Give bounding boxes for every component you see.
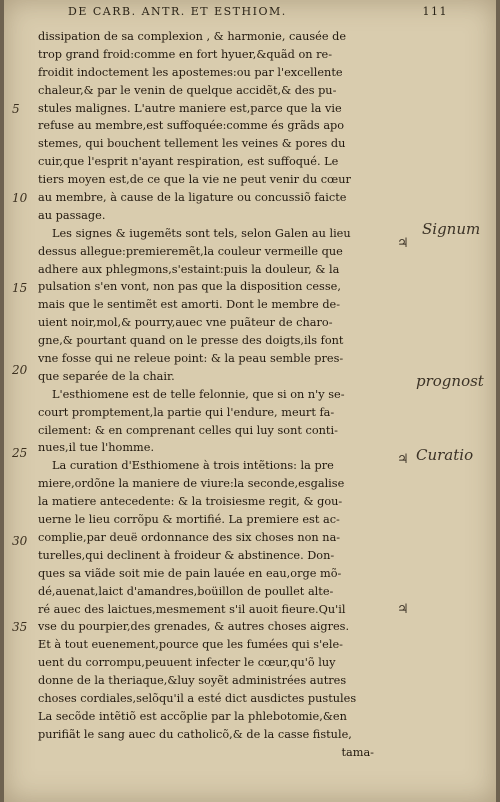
text-line: au membre, à cause de la ligature ou concussiõ faicte <box>38 191 347 205</box>
line-number: 10 <box>12 191 28 205</box>
margin-note-curatio: Curatio <box>416 446 474 464</box>
text-line: la matiere antecedente: & la troisiesme regit, & gou- <box>38 495 343 509</box>
text-line: ré auec des laictues,mesmement s'il auoit fieure.Qu'il <box>38 602 346 616</box>
text-line: que separée de la chair. <box>38 369 175 383</box>
text-line: purifiãt le sang auec du catholicõ,& de la casse fistule, <box>38 727 352 741</box>
text-line: au passage. <box>38 208 106 222</box>
text-line: court promptement,la partie qui l'endure, meurt fa- <box>38 405 335 419</box>
text-line: dissipation de sa complexion , & harmonie, causée de <box>38 30 347 43</box>
margin-cross-mark: ♃ <box>397 602 409 617</box>
line-number: 25 <box>12 446 28 460</box>
text-line: L'esthiomene est de telle felonnie, que si on n'y se- <box>52 387 345 401</box>
text-line: uient noir,mol,& pourry,auec vne puãteur de charo- <box>38 316 333 330</box>
line-number: 20 <box>12 363 28 377</box>
text-line: turelles,qui declinent à froideur & abstinence. Don- <box>38 548 335 562</box>
text-line: trop grand froid:comme en fort hyuer,&quãd on re- <box>38 47 333 61</box>
text-line: pulsation s'en vont, non pas que la disposition cesse, <box>38 280 341 294</box>
text-line: adhere aux phlegmons,s'estaint:puis la douleur, & la <box>38 262 340 276</box>
body-text <box>38 28 394 762</box>
text-line: uerne le lieu corrõpu & mortifié. La premiere est ac- <box>38 513 340 527</box>
text-line: tiers moyen est,de ce que la vie ne peut venir du cœur <box>38 173 351 187</box>
text-line: ques sa viãde soit mie de pain lauée en eau,orge mõ- <box>38 566 342 580</box>
text-line: cilement: & en comprenant celles qui luy sont conti- <box>38 423 338 437</box>
text-line: La secõde intẽtiõ est accõplie par la phlebotomie,&en <box>38 709 347 723</box>
book-page <box>4 0 496 802</box>
line-number: 30 <box>12 534 28 548</box>
text-line: nues,il tue l'homme. <box>38 441 155 455</box>
text-line: stules malignes. L'autre maniere est,parce que la vie <box>38 101 342 115</box>
line-number: 5 <box>12 102 20 116</box>
text-line: choses cordiales,selõqu'il a esté dict ausdictes pustules <box>38 691 357 705</box>
text-line: uent du corrompu,peuuent infecter le cœur,qu'õ luy <box>38 656 336 670</box>
text-line: cuir,que l'esprit n'ayant respiration, est suffoqué. Le <box>38 155 339 169</box>
margin-cross-mark: ♃ <box>397 236 409 251</box>
text-line: complie,par deuë ordonnance des six choses non na- <box>38 530 341 544</box>
text-line: stemes, qui bouchent tellement les veines & pores du <box>38 137 346 151</box>
running-title: DE CARB. ANTR. ET ESTHIOM. <box>68 5 287 18</box>
text-line: dessus allegue:premieremẽt,la couleur vermeille que <box>38 244 343 258</box>
text-line: La curation d'Esthiomene à trois intẽtions: la pre <box>52 459 334 473</box>
text-line: gne,& pourtant quand on le presse des doigts,ils font <box>38 334 344 348</box>
text-line: vne fosse qui ne releue point: & la peau semble pres- <box>38 352 344 366</box>
text-line: refuse au membre,est suffoquée:comme és grãds apo <box>38 119 345 133</box>
text-line: miere,ordõne la maniere de viure:la seconde,esgalise <box>38 477 345 491</box>
margin-note-signum: Signum <box>422 220 481 238</box>
line-number: 15 <box>12 281 28 295</box>
line-number: 35 <box>12 620 28 634</box>
page-number: 111 <box>422 5 448 18</box>
margin-note-prognost: prognost <box>416 372 484 390</box>
text-line: donne de la theriaque,&luy soyẽt administrées autres <box>38 674 347 688</box>
running-header <box>68 5 448 23</box>
text-line: mais que le sentimẽt est amorti. Dont le membre de- <box>38 298 341 312</box>
text-line: Les signes & iugemẽts sont tels, selon Galen au lieu <box>52 226 351 240</box>
text-line: vse du pourpier,des grenades, & autres choses aigres. <box>38 620 350 634</box>
text-line: froidit indoctement les apostemes:ou par l'excellente <box>38 65 343 79</box>
text-line: dé,auenat,laict d'amandres,boüillon de poullet alte- <box>38 584 334 598</box>
text-line: chaleur,& par le venin de quelque accidẽt,& des pu- <box>38 83 337 97</box>
catchword: tama- <box>341 745 374 759</box>
margin-cross-mark: ♃ <box>397 452 409 467</box>
text-line: Et à tout euenement,pource que les fumées qui s'ele- <box>38 638 343 652</box>
